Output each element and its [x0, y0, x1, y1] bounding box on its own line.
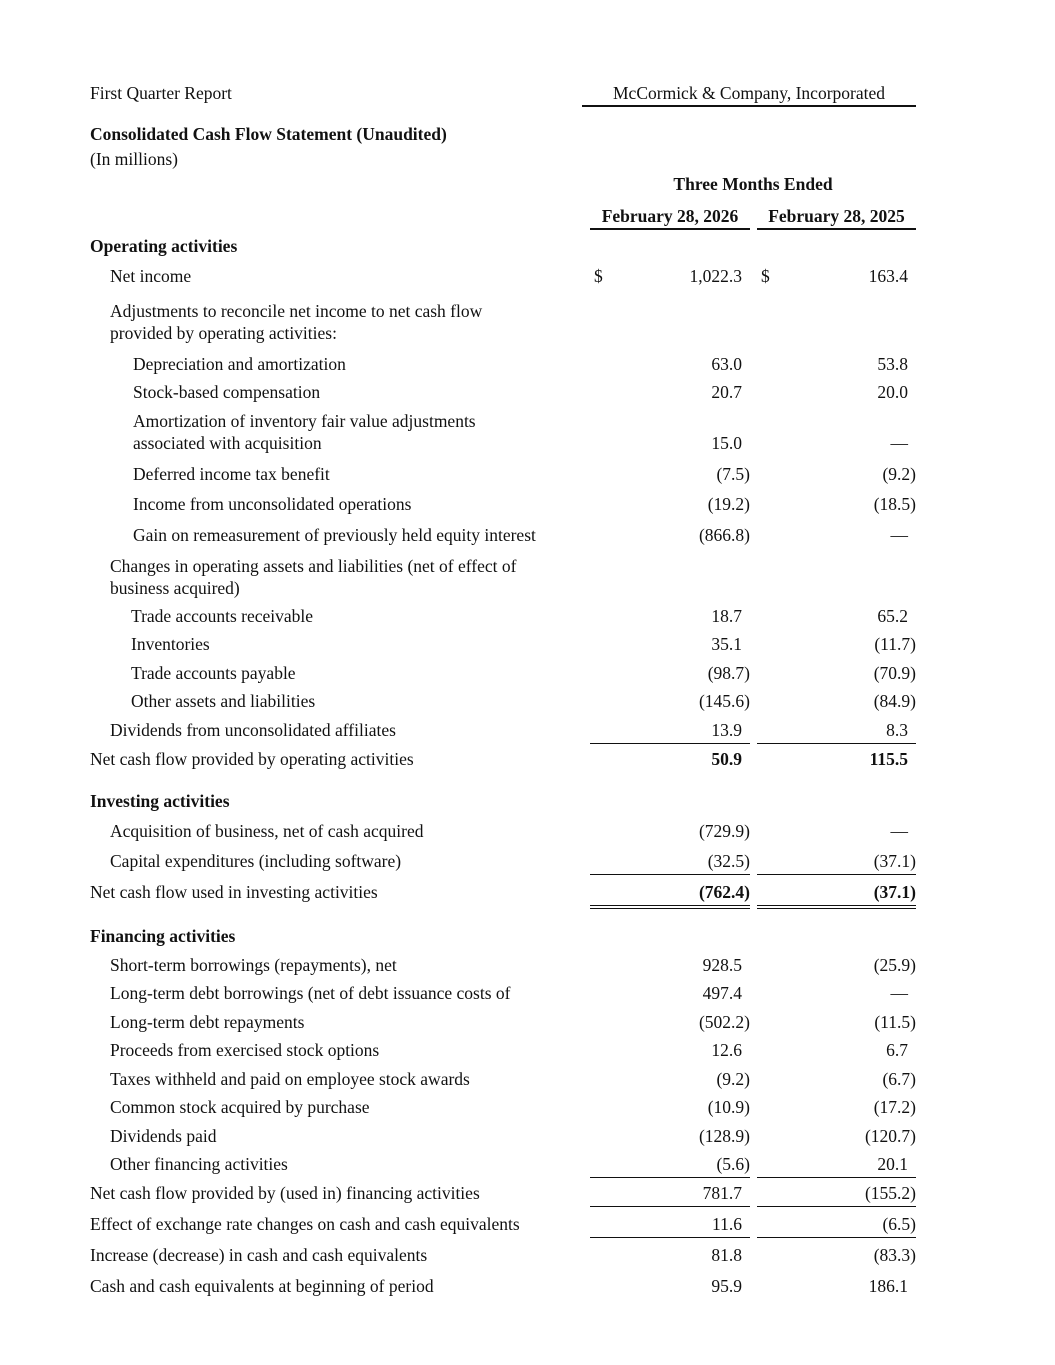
value-2026 [590, 690, 750, 714]
row-label: Dividends paid [110, 1126, 217, 1146]
value-2026 [590, 1153, 750, 1178]
value-2025 [757, 353, 916, 377]
value-2026 [590, 1182, 750, 1207]
value-2026 [590, 524, 750, 548]
amount: 11.6 [712, 1214, 742, 1234]
amount: (6.5) [882, 1214, 916, 1234]
value-2025 [757, 463, 916, 487]
amount: 781.7 [702, 1183, 742, 1203]
amount: 163.4 [868, 266, 908, 286]
row-label: Short-term borrowings (repayments), net [110, 955, 397, 975]
row-label: Net income [110, 266, 192, 286]
amount: 53.8 [877, 354, 908, 374]
value-2025 [757, 605, 916, 629]
amount: — [890, 525, 908, 545]
row-label: Net cash flow provided by (used in) financing activities [90, 1183, 480, 1203]
value-2025 [757, 265, 916, 289]
value-2026 [590, 1244, 750, 1268]
amount: 65.2 [877, 606, 908, 626]
row-label: Net cash flow used in investing activities [90, 882, 378, 902]
row-label: Trade accounts receivable [131, 606, 314, 626]
value-2025 [757, 690, 916, 714]
report-name: First Quarter Report [90, 83, 232, 103]
amount: (6.7) [882, 1069, 916, 1089]
amount: (17.2) [873, 1097, 916, 1117]
amount: (37.1) [873, 851, 916, 871]
value-2025 [757, 1153, 916, 1178]
amount: 35.1 [711, 634, 742, 654]
row-label: Amortization of inventory fair value adjustments [133, 411, 476, 431]
value-2026 [590, 881, 750, 909]
amount: (11.5) [874, 1012, 916, 1032]
amount: (729.9) [698, 821, 750, 841]
value-2026 [590, 1096, 750, 1120]
value-2026 [590, 265, 750, 289]
amount: 928.5 [702, 955, 742, 975]
amount: (32.5) [707, 851, 750, 871]
amount: — [890, 433, 908, 453]
value-2025 [757, 524, 916, 548]
value-2025 [757, 850, 916, 875]
value-2025 [757, 1182, 916, 1207]
row-label: Capital expenditures (including software) [110, 851, 402, 871]
amount: (25.9) [873, 955, 916, 975]
row-label: Net cash flow provided by operating activities [90, 749, 414, 769]
row-label: Effect of exchange rate changes on cash and cash equivalents [90, 1214, 520, 1234]
row-label: Other financing activities [110, 1154, 288, 1174]
value-2025 [757, 1096, 916, 1120]
amount: 15.0 [711, 433, 742, 453]
row-label-continued: associated with acquisition [133, 433, 322, 453]
value-2026 [590, 1068, 750, 1092]
value-2025 [757, 493, 916, 517]
amount: 95.9 [711, 1276, 742, 1296]
column-group-header: Three Months Ended [673, 174, 833, 194]
value-2026 [590, 748, 750, 772]
row-label: Depreciation and amortization [133, 354, 346, 374]
row-label: Changes in operating assets and liabilities (net of effect of [110, 556, 517, 576]
amount: (7.5) [716, 464, 750, 484]
row-label: Inventories [131, 634, 210, 654]
value-2025 [757, 881, 916, 909]
value-2025 [757, 719, 916, 744]
row-label: Stock-based compensation [133, 382, 321, 402]
amount: 8.3 [886, 720, 908, 740]
amount: (11.7) [874, 634, 916, 654]
value-2025 [757, 982, 916, 1006]
value-2025 [757, 1275, 916, 1299]
value-2026 [590, 719, 750, 744]
amount: 115.5 [869, 749, 908, 769]
value-2026 [590, 353, 750, 377]
value-2026 [590, 954, 750, 978]
value-2025 [757, 748, 916, 772]
row-label: Increase (decrease) in cash and cash equivalents [90, 1245, 428, 1265]
row-label: Common stock acquired by purchase [110, 1097, 370, 1117]
row-label: Acquisition of business, net of cash acquired [110, 821, 424, 841]
amount: (18.5) [873, 494, 916, 514]
section-investing: Investing activities [90, 791, 230, 811]
amount: 20.0 [877, 382, 908, 402]
amount: (866.8) [698, 525, 750, 545]
value-2026 [590, 662, 750, 686]
row-label-continued: business acquired) [110, 578, 240, 598]
amount: 81.8 [711, 1245, 742, 1265]
value-2025 [757, 662, 916, 686]
value-2025 [757, 1011, 916, 1035]
row-label: Long-term debt repayments [110, 1012, 305, 1032]
value-2026 [590, 493, 750, 517]
amount: 497.4 [702, 983, 742, 1003]
value-2026 [590, 633, 750, 657]
amount: (70.9) [873, 663, 916, 683]
value-2025 [757, 1068, 916, 1092]
value-2025 [757, 1125, 916, 1149]
row-label-continued: provided by operating activities: [110, 323, 337, 343]
row-label: Other assets and liabilities [131, 691, 316, 711]
amount: — [890, 983, 908, 1003]
amount: (37.1) [873, 882, 916, 902]
value-2026 [590, 982, 750, 1006]
amount: 1,022.3 [689, 266, 742, 286]
row-label: Proceeds from exercised stock options [110, 1040, 380, 1060]
value-2026 [590, 1039, 750, 1063]
value-2026 [590, 1011, 750, 1035]
value-2025 [757, 954, 916, 978]
value-2026 [590, 1275, 750, 1299]
currency-symbol: $ [761, 266, 770, 286]
amount: (155.2) [864, 1183, 916, 1203]
section-operating: Operating activities [90, 236, 238, 256]
amount: (128.9) [698, 1126, 750, 1146]
row-label: Income from unconsolidated operations [133, 494, 412, 514]
amount: — [890, 821, 908, 841]
row-label: Trade accounts payable [131, 663, 296, 683]
row-label: Cash and cash equivalents at beginning of period [90, 1276, 434, 1296]
amount: (145.6) [698, 691, 750, 711]
company-name: McCormick & Company, Incorporated [582, 82, 916, 107]
amount: (762.4) [698, 882, 750, 902]
row-label: Adjustments to reconcile net income to net cash flow [110, 301, 483, 321]
currency-symbol: $ [594, 266, 603, 286]
amount: (502.2) [698, 1012, 750, 1032]
amount: 6.7 [886, 1040, 908, 1060]
column-header-2026: February 28, 2026 [590, 205, 750, 230]
value-2026 [590, 432, 750, 456]
value-2025 [757, 1213, 916, 1238]
value-2025 [757, 633, 916, 657]
value-2025 [757, 1244, 916, 1268]
value-2026 [590, 850, 750, 875]
value-2025 [757, 820, 916, 844]
units-note: (In millions) [90, 149, 178, 169]
amount: 13.9 [711, 720, 742, 740]
amount: (10.9) [707, 1097, 750, 1117]
amount: 20.7 [711, 382, 742, 402]
row-label: Dividends from unconsolidated affiliates [110, 720, 396, 740]
amount: 63.0 [711, 354, 742, 374]
amount: (84.9) [873, 691, 916, 711]
value-2026 [590, 1125, 750, 1149]
amount: (5.6) [716, 1154, 750, 1174]
value-2026 [590, 463, 750, 487]
amount: (120.7) [864, 1126, 916, 1146]
value-2026 [590, 381, 750, 405]
amount: (83.3) [873, 1245, 916, 1265]
value-2026 [590, 605, 750, 629]
value-2026 [590, 820, 750, 844]
row-label: Deferred income tax benefit [133, 464, 330, 484]
amount: (9.2) [716, 1069, 750, 1089]
amount: 12.6 [711, 1040, 742, 1060]
amount: (98.7) [707, 663, 750, 683]
value-2025 [757, 381, 916, 405]
row-label: Long-term debt borrowings (net of debt issuance costs of [110, 983, 511, 1003]
row-label: Taxes withheld and paid on employee stock awards [110, 1069, 470, 1089]
amount: 50.9 [711, 749, 742, 769]
value-2026 [590, 1213, 750, 1238]
section-financing: Financing activities [90, 926, 236, 946]
amount: (9.2) [882, 464, 916, 484]
value-2025 [757, 1039, 916, 1063]
amount: 186.1 [868, 1276, 908, 1296]
amount: (19.2) [707, 494, 750, 514]
amount: 20.1 [877, 1154, 908, 1174]
amount: 18.7 [711, 606, 742, 626]
value-2025 [757, 432, 916, 456]
statement-title: Consolidated Cash Flow Statement (Unaudited) [90, 124, 447, 144]
row-label: Gain on remeasurement of previously held equity interest [133, 525, 536, 545]
column-header-2025: February 28, 2025 [757, 205, 916, 230]
